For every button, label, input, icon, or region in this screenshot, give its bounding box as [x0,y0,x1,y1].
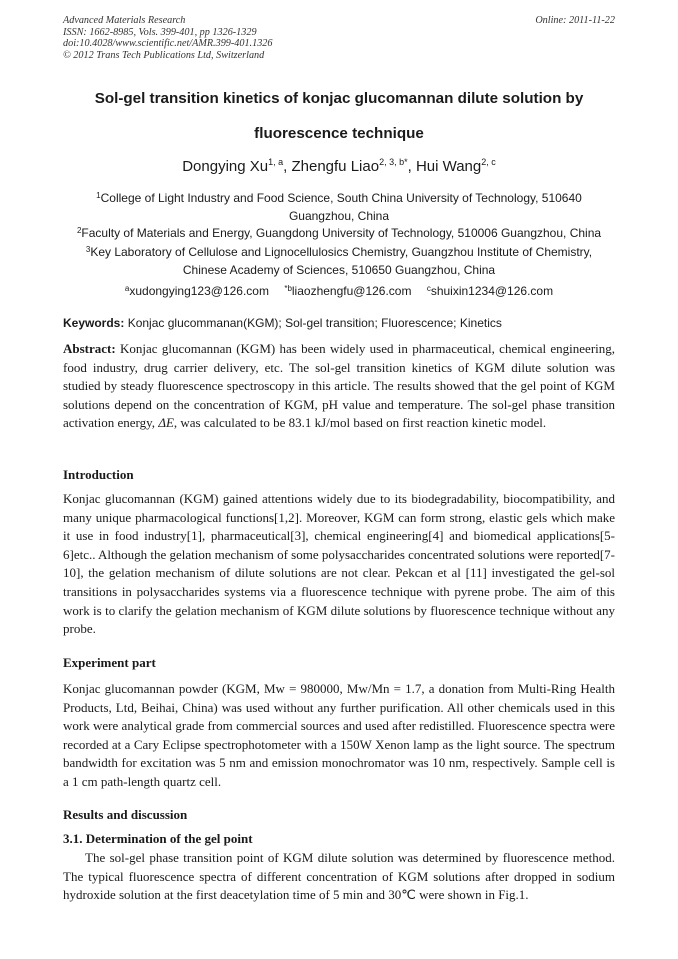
author-separator: , [407,158,416,175]
subsection-heading-gel-point: 3.1. Determination of the gel point [63,831,253,846]
experiment-paragraph: Konjac glucomannan powder (KGM, Mw = 980000, Mw/Mn = 1.7, a donation from Multi-Ring Health Products, Ltd, Beihai, China) was used without any further purification. All other chemicals used in this work were analytical grade from commercial sources and used after redistilled. Fluorescence spectra were recorded at a Cary Eclipse spectrophotometer with a 150W Xenon lamp as the light source. The spectrum bandwidth for excitation was 5 nm and emission monochromator was 10 nm, respectively. Sample cell is a 1 cm path-length quartz cell. [63,681,615,789]
affiliation-text: Guangzhou, China [288,209,390,223]
abstract-label: Abstract: [63,341,116,356]
affiliation-1 [63,187,615,225]
email-list [63,284,615,298]
results-paragraph: The sol-gel phase transition point of KGM dilute solution was determined by fluorescence method. The typical fluorescence spectra of different concentration of KGM solutions after dropped in sodium hydroxide solution at the first deacetylation time of 5 min and 30℃ were shown in Fig.1. [63,850,615,903]
affiliation-number: 2 [76,226,82,235]
affiliation-number: 3 [85,245,91,254]
abstract-text-end: , was calculated to be 83.1 kJ/mol based on first reaction kinetic model. [173,415,547,431]
email-marker: a [124,284,130,293]
introduction-paragraph: Konjac glucomannan (KGM) gained attentions widely due to its biodegradability, biocompatibility, and many unique pharmacological functions[1,2]. Moreover, KGM can form strong, elastic gels which make it use in food industry[1], pharmaceutical[3], chemical engineering[4] and biomedical applications[5-6]etc.. Although the gelation mechanism of some polysaccharides concentrated solutions were reported[7-10], the gelation mechanism of dilute solutions are not clear. Pekcan et al [11] investigated the gel-sol transitions in polysaccharides systems via a fluorescence technique with pyrene probe. The aim of this work is to clarify the gelation mechanism of KGM dilute solutions by fluorescence technique without any probe. [63,491,615,637]
author-name: Dongying Xu [182,158,269,175]
author-name: Zhengfu Liao [291,158,380,175]
email-address[interactable]: shuixin1234@126.com [430,284,554,298]
author-separator: , [283,158,292,175]
keywords-text: Konjac glucommanan(KGM); Sol-gel transition; Fluorescence; Kinetics [127,316,502,330]
paper-title-line1: Sol-gel transition kinetics of konjac glucomannan dilute solution by [94,90,584,107]
email-address[interactable]: liaozhengfu@126.com [291,284,412,298]
journal-name: Advanced Materials Research [63,15,186,26]
journal-header [63,15,615,61]
affiliation-text: Chinese Academy of Sciences, 510650 Guangzhou, China [182,263,496,277]
affiliation-text: Key Laboratory of Cellulose and Lignocellulosics Chemistry, Guangzhou Institute of Chemistry, [90,245,593,259]
keywords [63,316,615,330]
affiliation-number: 1 [96,191,101,200]
online-date: Online: 2011-11-22 [535,15,615,26]
email-marker: c [426,284,431,293]
author-name: Hui Wang [415,158,482,175]
journal-copyright: © 2012 Trans Tech Publications Ltd, Switzerland [63,49,265,61]
keywords-label: Keywords: [63,316,125,330]
email-marker: *b [284,284,292,293]
section-heading-results: Results and discussion [63,807,188,822]
paper-title-line2: fluorescence technique [254,125,424,142]
affiliation-text: College of Light Industry and Food Science, South China University of Technology, 510640 [100,191,582,205]
section-heading-experiment: Experiment part [63,655,156,670]
affiliation-text: Faculty of Materials and Energy, Guangdong University of Technology, 510006 Guangzhou, China [81,226,602,240]
author-list [63,157,615,175]
journal-doi: doi:10.4028/www.scientific.net/AMR.399-401.1326 [63,38,273,50]
author-affil-marker: 2, c [481,157,496,167]
affiliation-2 [63,222,615,242]
author-affil-marker: 2, 3, b* [379,157,408,167]
journal-issn: ISSN: 1662-8985, Vols. 399-401, pp 1326-1329 [63,26,257,38]
activation-energy-symbol: ΔE [158,415,174,431]
email-address[interactable]: xudongying123@126.com [129,284,269,298]
affiliation-3 [63,241,615,279]
abstract-text: Konjac glucomannan (KGM) has been widely used in pharmaceutical, chemical engineering, food industry, drug carrier delivery, etc. The sol-gel transition kinetics of KGM dilute solution was studied by steady fluorescence spectroscopy in this article. The results showed that the gel point of KGM solutions depend on the concentration of KGM, pH value and temperature. The sol-gel phase transition activation energy, [63,341,616,431]
author-affil-marker: 1, a [268,157,284,167]
abstract [63,340,615,433]
section-heading-introduction: Introduction [63,467,134,482]
